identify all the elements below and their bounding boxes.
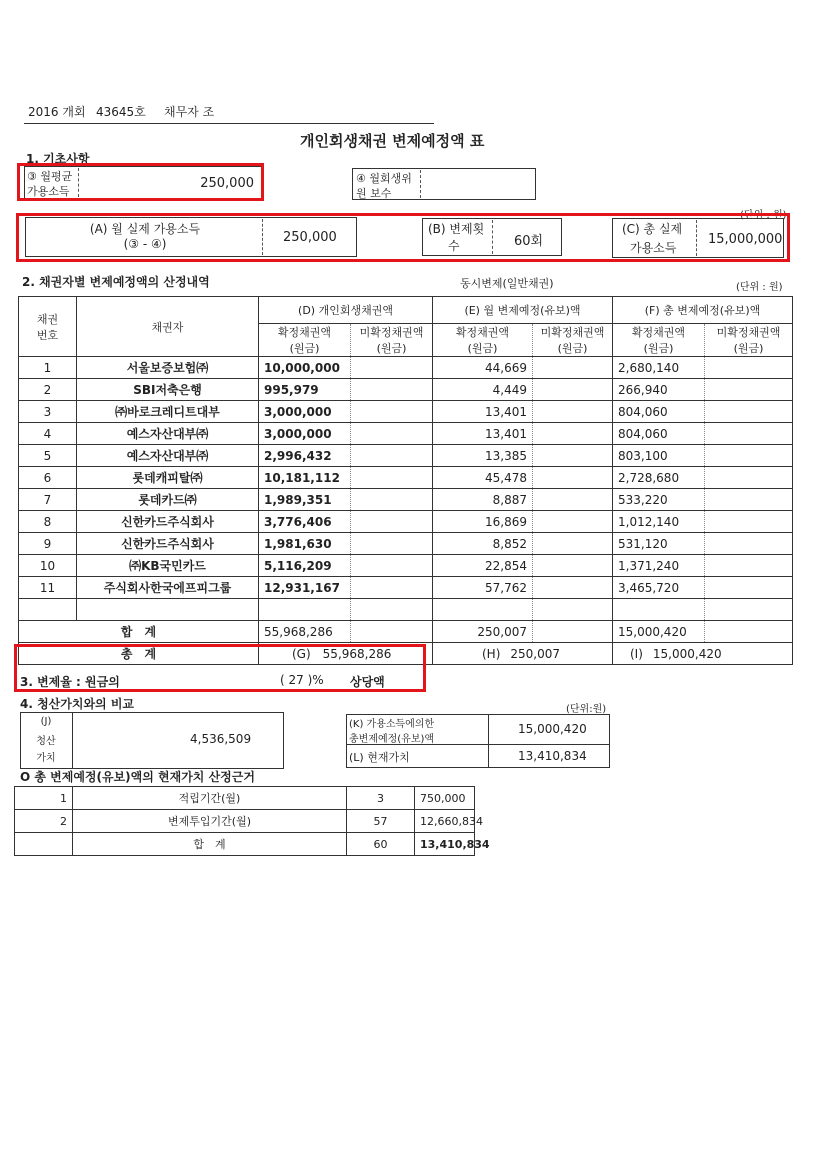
row-e-confirmed: 13,385	[433, 445, 533, 467]
table-row	[19, 401, 793, 423]
a-label-1: (A) 월 실제 가용소득	[89, 222, 201, 236]
row-no: 1	[19, 357, 77, 379]
highlight-available-income	[16, 213, 790, 262]
row-f-confirmed: 533,220	[613, 489, 705, 511]
row-no: 3	[19, 401, 77, 423]
header-session: 2016 개회	[28, 105, 86, 119]
row-no: 6	[19, 467, 77, 489]
section4-unit: (단위:원)	[566, 704, 607, 715]
row-creditor: 서울보증보험㈜	[77, 357, 259, 379]
table-row	[19, 533, 793, 555]
header-debtor: 채무자 조	[164, 105, 215, 119]
row-e-confirmed: 4,449	[433, 379, 533, 401]
total-i: 15,000,420	[652, 646, 722, 661]
c-value: 15,000,000	[708, 232, 783, 247]
row-f-confirmed: 2,728,680	[613, 467, 705, 489]
subtotal-f: 15,000,420	[613, 621, 705, 643]
pv-table	[14, 786, 490, 856]
subtotal-label: 합 계	[19, 621, 259, 643]
k-label-1: (K) 가용소득에의한	[349, 719, 435, 730]
row-no: 2	[19, 379, 77, 401]
row-f-confirmed: 1,012,140	[613, 511, 705, 533]
b-label-1: (B) 변제횟	[428, 222, 485, 236]
col-header-d: (D) 개인회생채권액	[259, 297, 433, 324]
pv-row-amount: 750,000	[415, 787, 475, 810]
sub-header-f-confirmed: 확정채권액 (원금)	[613, 324, 705, 357]
row-d-confirmed: 1,981,630	[259, 533, 351, 555]
col-header-e: (E) 월 변제예정(유보)액	[433, 297, 613, 324]
j-label-3: 가치	[36, 753, 56, 764]
row-no: 8	[19, 511, 77, 533]
sub-header-d-confirmed: 확정채권액 (원금)	[259, 324, 351, 357]
row-creditor: ㈜KB국민카드	[77, 555, 259, 577]
section4-heading: 4. 청산가치와의 비교	[20, 697, 135, 711]
k-label-2: 총변제예정(유보)액	[349, 734, 435, 745]
total-g-cell: (G) 55,968,286	[259, 643, 433, 665]
row-e-confirmed: 44,669	[433, 357, 533, 379]
row-f-confirmed: 803,100	[613, 445, 705, 467]
row-e-confirmed: 57,762	[433, 577, 533, 599]
total-label: 총 계	[19, 643, 259, 665]
pv-heading: O 총 변제예정(유보)액의 현재가치 산정근거	[20, 770, 255, 784]
table-row	[19, 489, 793, 511]
row-no: 11	[19, 577, 77, 599]
section1-heading: 1. 기초사항	[26, 152, 90, 166]
header-underline	[24, 123, 434, 124]
row-d-confirmed: 2,996,432	[259, 445, 351, 467]
row-d-confirmed: 10,181,112	[259, 467, 351, 489]
pv-row-no: 2	[15, 810, 73, 833]
pv-total-months: 60	[347, 833, 415, 856]
row-no: 4	[19, 423, 77, 445]
row-creditor: 신한카드주식회사	[77, 511, 259, 533]
row-d-confirmed: 1,989,351	[259, 489, 351, 511]
row-d-confirmed: 995,979	[259, 379, 351, 401]
sub-header-e-confirmed: 확정채권액 (원금)	[433, 324, 533, 357]
col-header-creditor: 채권자	[77, 297, 259, 357]
table-row	[19, 379, 793, 401]
trustee-fee-label-1: ④ 월회생위	[356, 172, 412, 185]
repayment-rate-suffix: 상당액	[350, 675, 385, 689]
row-d-confirmed: 3,000,000	[259, 401, 351, 423]
row-f-confirmed: 2,680,140	[613, 357, 705, 379]
table-row	[19, 511, 793, 533]
row-f-confirmed: 266,940	[613, 379, 705, 401]
row-no: 7	[19, 489, 77, 511]
subtotal-e: 250,007	[433, 621, 533, 643]
table-row	[19, 423, 793, 445]
table-row	[19, 357, 793, 379]
page-title: 개인회생채권 변제예정액 표	[300, 132, 485, 150]
row-creditor: 롯데캐피탈㈜	[77, 467, 259, 489]
monthly-income-label-2: 가용소득	[27, 185, 70, 198]
header-case-number: 43645호	[96, 105, 146, 119]
row-creditor: 예스자산대부㈜	[77, 423, 259, 445]
row-e-confirmed: 8,887	[433, 489, 533, 511]
col-header-f: (F) 총 변제예정(유보)액	[613, 297, 793, 324]
pv-row-months: 3	[347, 787, 415, 810]
repayment-rate: ( 27 )%	[280, 673, 324, 687]
section2-unit: (단위 : 원)	[736, 282, 783, 293]
j-label-1: (J)	[40, 716, 52, 727]
row-e-confirmed: 8,852	[433, 533, 533, 555]
row-no: 10	[19, 555, 77, 577]
b-value: 60회	[514, 234, 544, 249]
row-d-confirmed: 5,116,209	[259, 555, 351, 577]
a-label-2: (③ - ④)	[123, 237, 167, 251]
pv-total-row	[15, 833, 475, 856]
row-creditor: 신한카드주식회사	[77, 533, 259, 555]
table-row-blank	[19, 599, 793, 621]
row-creditor: 롯데카드㈜	[77, 489, 259, 511]
j-value: 4,536,509	[190, 732, 252, 746]
total-g: 55,968,286	[322, 646, 392, 661]
pv-total-label: 합 계	[73, 833, 347, 856]
sub-header-d-unconfirmed: 미확정채권액 (원금)	[351, 324, 433, 357]
section2-heading: 2. 채권자별 변제예정액의 산정내역	[22, 275, 210, 289]
total-h-cell: (H) 250,007	[433, 643, 613, 665]
sub-header-e-unconfirmed: 미확정채권액 (원금)	[533, 324, 613, 357]
row-creditor: 주식회사한국에프피그룹	[77, 577, 259, 599]
row-f-confirmed: 804,060	[613, 423, 705, 445]
k-value: 15,000,420	[518, 722, 587, 736]
row-f-confirmed: 3,465,720	[613, 577, 705, 599]
col-header-no: 채권 번호	[19, 297, 77, 357]
sub-header-f-unconfirmed: 미확정채권액 (원금)	[705, 324, 793, 357]
pv-row	[15, 787, 475, 810]
monthly-income-label-1: ③ 월평균	[27, 170, 73, 183]
subtotal-row	[19, 621, 793, 643]
total-i-cell: (I) 15,000,420	[613, 643, 793, 665]
row-e-confirmed: 13,401	[433, 401, 533, 423]
row-creditor: 예스자산대부㈜	[77, 445, 259, 467]
section1-unit: (단위 : 원)	[740, 210, 787, 221]
row-f-confirmed: 1,371,240	[613, 555, 705, 577]
l-label: (L) 현재가치	[349, 751, 410, 764]
row-d-confirmed: 3,000,000	[259, 423, 351, 445]
subtotal-d: 55,968,286	[259, 621, 351, 643]
section3-heading: 3. 변제율 : 원금의	[20, 675, 120, 689]
pv-row-months: 57	[347, 810, 415, 833]
pv-row	[15, 810, 475, 833]
table-row	[19, 577, 793, 599]
a-value: 250,000	[283, 230, 337, 245]
b-label-2: 수	[448, 239, 460, 253]
c-label-2: 가용소득	[630, 241, 677, 255]
row-no: 9	[19, 533, 77, 555]
row-f-confirmed: 804,060	[613, 401, 705, 423]
highlight-monthly-income	[17, 163, 264, 201]
row-d-confirmed: 12,931,167	[259, 577, 351, 599]
row-e-confirmed: 45,478	[433, 467, 533, 489]
row-no: 5	[19, 445, 77, 467]
pv-row-amount: 12,660,834	[415, 810, 475, 833]
creditor-table	[18, 296, 793, 665]
row-f-confirmed: 531,120	[613, 533, 705, 555]
pv-row-label: 변제투입기간(월)	[73, 810, 347, 833]
row-d-confirmed: 3,776,406	[259, 511, 351, 533]
pv-total-amount: 13,410,834	[415, 833, 475, 856]
total-h: 250,007	[510, 646, 561, 661]
monthly-income-value: 250,000	[200, 176, 254, 191]
table-row	[19, 445, 793, 467]
section2-note: 동시변제(일반채권)	[460, 277, 554, 290]
row-creditor: ㈜바로크레디트대부	[77, 401, 259, 423]
row-creditor: SBI저축은행	[77, 379, 259, 401]
j-label-2: 청산	[36, 736, 56, 747]
row-e-confirmed: 22,854	[433, 555, 533, 577]
pv-row-label: 적립기간(월)	[73, 787, 347, 810]
row-d-confirmed: 10,000,000	[259, 357, 351, 379]
table-row	[19, 467, 793, 489]
l-value: 13,410,834	[518, 749, 587, 763]
row-e-confirmed: 16,869	[433, 511, 533, 533]
trustee-fee-label-2: 원 보수	[356, 187, 392, 200]
row-e-confirmed: 13,401	[433, 423, 533, 445]
pv-row-no: 1	[15, 787, 73, 810]
table-row	[19, 555, 793, 577]
c-label-1: (C) 총 실제	[622, 222, 683, 236]
